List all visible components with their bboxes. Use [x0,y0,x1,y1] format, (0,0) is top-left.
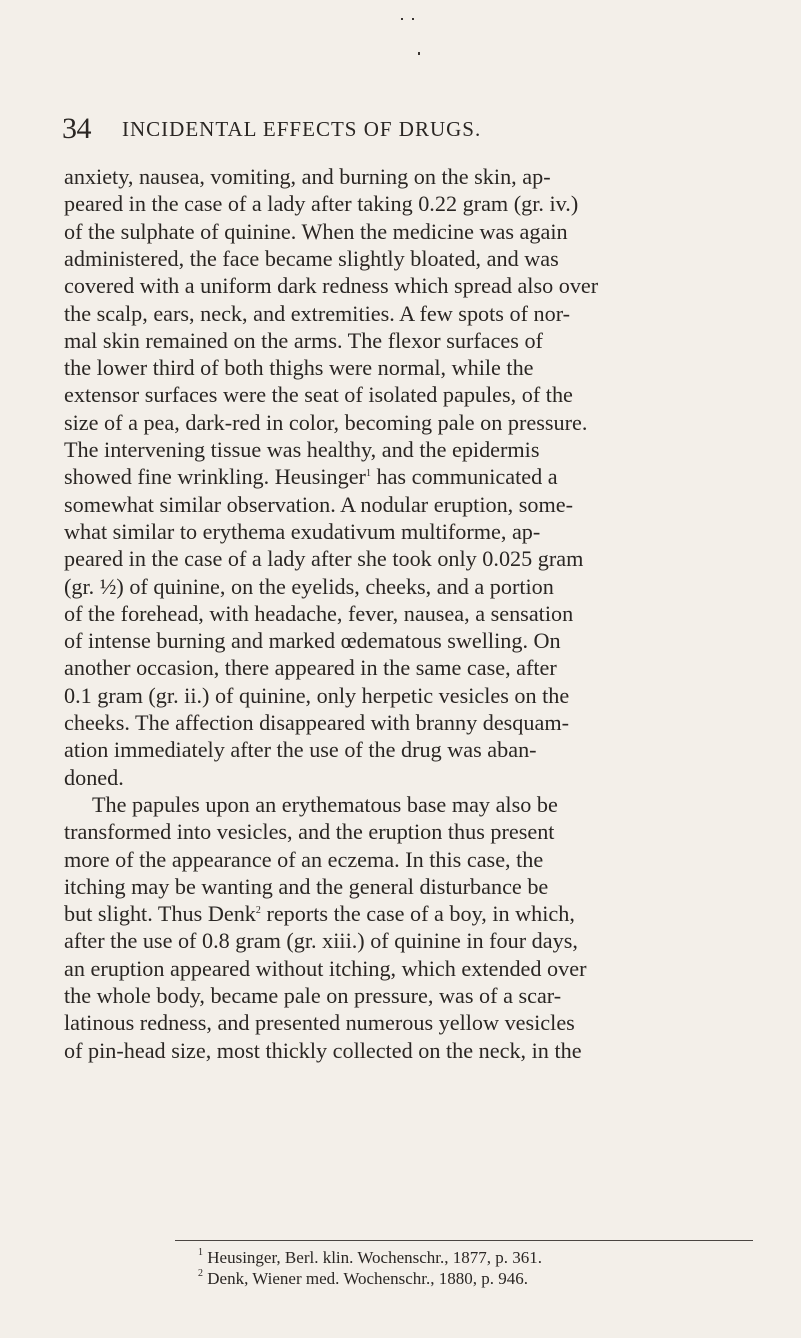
text-line: mal skin remained on the arms. The flexor surfaces of [64,327,543,353]
text-segment: has communicated a [370,464,558,490]
text-line: the lower third of both thighs were normal, while the [64,355,534,381]
footnote-rule [175,1240,753,1241]
text-line: administered, the face became slightly bloated, and was [64,245,559,271]
text-line: size of a pea, dark-red in color, becoming pale on pressure. [64,409,588,435]
text-line: cheeks. The affection disappeared with branny desquam- [64,710,569,735]
text-line: transformed into vesicles, and the eruption thus present [64,819,555,845]
text-line: the scalp, ears, neck, and extremities. A few spots of nor- [64,300,571,326]
scan-mark [412,18,414,20]
text-line: of pin-head size, most thickly collected on the neck, in the [64,1037,582,1063]
text-line: anxiety, nausea, vomiting, and burning on the skin, ap- [64,164,551,189]
footnote-text: Heusinger, Berl. klin. Wochenschr., 1877, p. 361. [207,1248,543,1267]
text-line: peared in the case of a lady after she took only 0.025 gram [64,546,584,572]
text-line: 0.1 gram (gr. ii.) of quinine, only herpetic vesicles on the [64,682,570,708]
text-line: the whole body, became pale on pressure, was of a scar- [64,983,562,1008]
footnote-mark: 1 [198,1247,203,1258]
running-title: INCIDENTAL EFFECTS OF DRUGS. [122,117,482,141]
text-line: more of the appearance of an eczema. In this case, the [64,846,544,872]
text-line: of the forehead, with headache, fever, nausea, a sensation [64,600,574,626]
scan-mark [401,18,403,20]
scan-mark [418,52,420,55]
text-line: doned. [64,764,124,790]
footnote-ref: 1 [365,468,371,480]
text-line: after the use of 0.8 gram (gr. xiii.) of quinine in four days, [64,928,578,954]
text-line [64,464,558,490]
running-header [62,114,752,154]
text-line: another occasion, there appeared in the same case, after [64,655,557,681]
text-line: somewhat similar observation. A nodular eruption, some- [64,491,573,517]
text-line: itching may be wanting and the general disturbance be [64,873,549,899]
text-line: The intervening tissue was healthy, and the epidermis [64,437,540,462]
text-line: of intense burning and marked œdematous swelling. On [64,628,561,654]
text-segment: showed fine wrinkling. Heusinger [64,464,366,490]
text-segment: but slight. Thus Denk [64,901,256,927]
footnote [198,1248,542,1268]
text-line: peared in the case of a lady after taking 0.22 gram (gr. iv.) [64,191,579,217]
text-line: what similar to erythema exudativum multiforme, ap- [64,518,541,544]
footnote-mark: 2 [198,1268,203,1279]
footnote [198,1269,528,1289]
text-line: The papules upon an erythematous base may also be [92,791,558,817]
text-line: of the sulphate of quinine. When the medicine was again [64,218,568,244]
text-line: extensor surfaces were the seat of isolated papules, of the [64,382,573,408]
text-line: covered with a uniform dark redness which spread also over [64,273,599,299]
footnote-text: Denk, Wiener med. Wochenschr., 1880, p. 946. [207,1269,528,1288]
text-line: an eruption appeared without itching, which extended over [64,955,587,981]
text-line [64,901,575,927]
text-line: ation immediately after the use of the drug was aban- [64,737,537,763]
text-segment: reports the case of a boy, in which, [260,901,575,927]
footnote-ref: 2 [255,905,261,917]
text-line: (gr. ½) of quinine, on the eyelids, cheeks, and a portion [64,573,554,599]
text-line: latinous redness, and presented numerous yellow vesicles [64,1010,575,1036]
page-number: 34 [62,112,91,145]
